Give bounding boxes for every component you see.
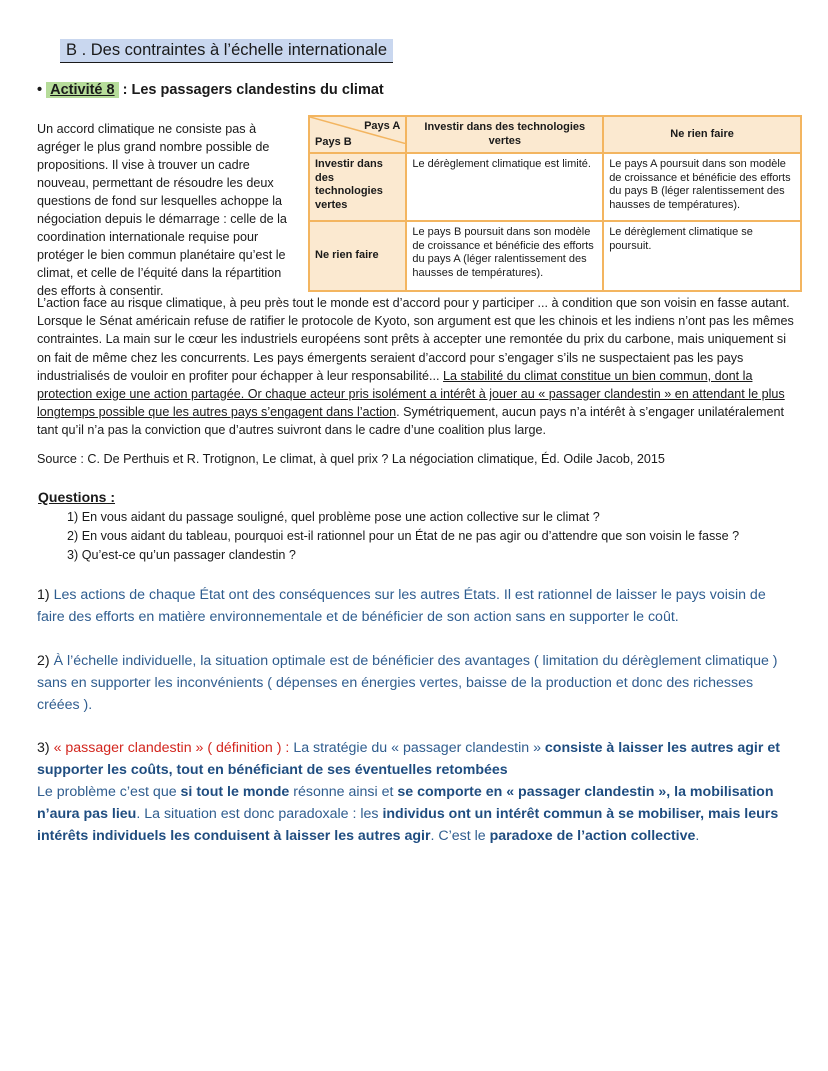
answer-number: 1) (37, 587, 54, 603)
question-item: 2) En vous aidant du tableau, pourquoi est-il rationnel pour un État de ne pas agir ou d’attendre que son voisin le fasse ? (67, 529, 740, 543)
answer-emphasis: paradoxe de l’action collective (489, 828, 696, 844)
answer-text: résonne ainsi et (289, 784, 398, 800)
col-header: Ne rien faire (603, 116, 801, 153)
answer-1 (37, 584, 797, 628)
answer-3 (37, 737, 797, 847)
payoff-table (308, 115, 802, 292)
underlined-passage: La stabilité du climat constitue un bien commun, dont la protection exige une action partagée. Or chaque acteur pris isolément a intérêt à jouer au « passager clandestin » en attendant le plus longtemps possible que les autres pays s’engagent dans l’action (37, 368, 785, 420)
answer-emphasis: si tout le monde (180, 784, 290, 800)
source-citation: Source : C. De Perthuis et R. Trotignon, Le climat, à quel prix ? La négociation climatique, Éd. Odile Jacob, 2015 (37, 452, 665, 466)
bullet: • (37, 82, 47, 98)
section-title: B . Des contraintes à l’échelle internationale (60, 39, 393, 63)
question-item: 1) En vous aidant du passage souligné, quel problème pose une action collective sur le climat ? (67, 510, 600, 524)
table-cell: Le pays A poursuit dans son modèle de croissance et bénéficie des efforts du pays B (léger ralentissement des hausses de températures). (603, 153, 801, 221)
intro-text: Un accord climatique ne consiste pas à agréger le plus grand nombre possible de propositions. Il vise à trouver un cadre nouveau, permettant de résoudre les deux questions de fond sur lesquelles achoppe la négociation depuis le démarrage : celle de la coordination internationale requise pour protéger le bien commun planétaire qu’est le climat, et celle de l’équité dans la répartition des efforts à consentir. (37, 122, 287, 298)
definition-label: « passager clandestin » ( définition ) : (53, 740, 290, 756)
activity-title: : Les passagers clandestins du climat (122, 82, 384, 98)
question-item: 3) Qu’est-ce qu’un passager clandestin ? (67, 548, 296, 562)
answer-text: La stratégie du « passager clandestin » (289, 740, 545, 756)
activity-badge: Activité 8 (46, 82, 118, 98)
col-header: Investir dans des technologies vertes (406, 116, 603, 153)
answer-text: . (695, 828, 700, 844)
answer-text: Le problème c’est que (37, 784, 181, 800)
answer-text: . C’est le (430, 828, 490, 844)
table-corner-cell (309, 116, 406, 153)
corner-top-label: Pays A (364, 120, 401, 132)
paragraph-text: L’action face au risque climatique, à peu près tout le monde est d’accord pour y participer ... à condition que son voisin en fasse autant. Lorsque le Sénat américain refuse de ratifier le protocole de Kyoto, son argument est que les chinois et les indiens n’ont pas les mêmes contraintes. La main sur le cœur les industriels européens sont prêts à accepter une remontée du prix du carbone, mais uniquement si on fait de même chez les concurrents. Les pays émergents seraient d’accord pour s’engager s’ils ne suspectaient pas les pays industrialisés de vouloir en profiter pour échapper à leur responsabilité... (37, 296, 794, 383)
activity-heading (37, 82, 384, 98)
answer-text: Les actions de chaque État ont des conséquences sur les autres États. Il est rationnel de laisser le pays voisin de faire des efforts en matière environnementale et de bénéficier de son action sans en supporter le coût. (37, 587, 766, 625)
questions-title: Questions : (38, 489, 116, 505)
answer-emphasis: individus ont un intérêt commun à se mobiliser, mais leurs intérêts individuels les conduisent à laisser les autres agir (37, 806, 779, 844)
questions-list (67, 508, 739, 565)
table-cell: Le dérèglement climatique se poursuit. (603, 221, 801, 291)
answer-emphasis: consiste à laisser les autres agir et supporter les coûts, tout en bénéficiant de ses éventuelles retombées (37, 740, 780, 778)
row-header: Ne rien faire (309, 221, 406, 291)
paragraph-text: . Symétriquement, aucun pays n’a intérêt à s’engager unilatéralement tant qu’il n’a pas la conviction que d’autres suivront dans le cadre d’une coalition plus large. (37, 405, 784, 438)
answer-text: . La situation est donc paradoxale : les (136, 806, 383, 822)
answer-number: 2) (37, 653, 54, 669)
answer-emphasis: se comporte en « passager clandestin », la mobilisation n’aura pas lieu (37, 784, 774, 822)
answer-number: 3) (37, 740, 54, 756)
table-cell: Le dérèglement climatique est limité. (406, 153, 603, 221)
document-paragraph (37, 294, 797, 440)
answer-2 (37, 650, 797, 716)
table-cell: Le pays B poursuit dans son modèle de croissance et bénéficie des efforts du pays A (léger ralentissement des hausses de températures). (406, 221, 603, 291)
answer-text: À l’échelle individuelle, la situation optimale est de bénéficier des avantages ( limitation du dérèglement climatique ) sans en supporter les inconvénients ( dépenses en énergies vertes, baisse de la production et donc des richesses créées ). (37, 653, 778, 713)
corner-bottom-label: Pays B (315, 135, 352, 148)
row-header: Investir dans des technologies vertes (309, 153, 406, 221)
